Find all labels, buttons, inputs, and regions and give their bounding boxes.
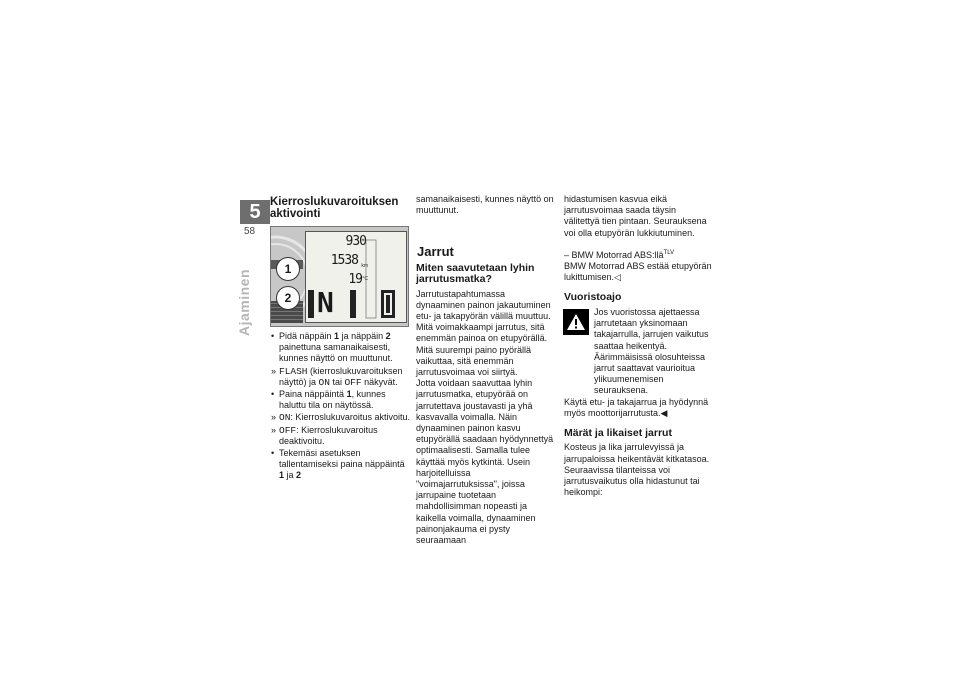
body-paragraph: Kosteus ja lika jarrulevyissä ja jarrupaloissa heikentävät kitkatasoa. Seuraavissa tilanteissa voi jarrutusvaikutus olla hidastunut tai heikompi: <box>564 442 710 498</box>
section-heading-rev-warning: Kierroslukuvaroituksen aktivointi <box>270 196 399 220</box>
callout-button-2: 2 <box>276 286 300 310</box>
column-2 <box>415 194 555 546</box>
abs-text: BMW Motorrad ABS estää etupyörän lukittumisen.◁ <box>564 261 712 283</box>
lcd-readout-temp: 19 <box>348 272 362 287</box>
warning-text: Jos vuoristossa ajettaessa jarrutetaan yksinomaan takajarrulla, jarrujen vaikutus saattaa heikentyä. Äärimmäisissä olosuhteissa jarrut saattavat vaurioitua ylikuumenemisen seurauksena. <box>594 306 709 396</box>
warning-triangle-icon <box>563 309 589 335</box>
lcd-readout-odometer: 1538 <box>330 253 358 268</box>
instrument-cluster-figure <box>270 226 409 327</box>
instruction-list <box>270 331 410 482</box>
chapter-side-label: Ajaminen <box>236 268 252 336</box>
lcd-temp-unit: °C <box>362 276 368 282</box>
instruction-result: » FLASH (kierroslukuvaroituksen näyttö) ja ON tai OFF näkyvät. <box>270 366 410 388</box>
body-paragraph: Käytä etu- ja takajarrua ja hyödynnä myös moottorijarrutusta.◀ <box>564 396 709 418</box>
lcd-display <box>305 231 407 323</box>
subsection-heading-wet-brakes: Märät ja likaiset jarrut <box>564 426 672 439</box>
subsection-heading-braking-distance: Miten saavutetaan lyhin jarrutusmatka? <box>416 261 535 286</box>
lcd-odometer-unit: km <box>361 263 368 269</box>
lcd-gear-indicator: N <box>317 286 334 319</box>
instruction-step: • Paina näppäintä 1, kunnes haluttu tila on näytössä. <box>270 389 410 411</box>
instruction-result: » OFF: Kierroslukuvaroitus deaktivoitu. <box>270 425 410 447</box>
column-1 <box>270 194 410 483</box>
section-heading-brakes: Jarrut <box>417 244 454 260</box>
continued-text: hidastumisen kasvua eikä jarrutusvoimaa saada täysin välitettyä tien pintaan. Seurauksena voi olla etupyörän lukkiutuminen. <box>564 194 707 238</box>
chapter-number: 5 <box>240 200 270 224</box>
lcd-bar-segments <box>306 232 406 322</box>
continued-text: samanaikaisesti, kunnes näyttö on muuttunut. <box>416 194 554 216</box>
warning-block <box>563 307 713 397</box>
instruction-result: » ON: Kierroslukuvaroitus aktivoitu. <box>270 412 410 423</box>
abs-note: – BMW Motorrad ABS:llä$^{TLV}$ <box>564 249 675 260</box>
callout-button-1: 1 <box>276 257 300 281</box>
column-3 <box>563 194 713 498</box>
body-paragraph: Jarrutustapahtumassa dynaaminen painon jakautuminen etu- ja takapyörän välillä muuttuu. Mitä voimakkaampi jarrutus, sitä enemmän painoa on etupyörällä. Mitä suurempi paino pyörällä vaikuttaa, sitä enemmän jarrutusvoimaa voi siirtyä. <box>416 288 551 378</box>
instruction-step: • Pidä näppäin 1 ja näppäin 2 painettuna samanaikaisesti, kunnes näyttö on muuttunut. <box>270 331 410 365</box>
lcd-readout-top: 930 <box>345 234 366 249</box>
body-paragraph: Jotta voidaan saavuttaa lyhin jarrutusmatka, etupyörää on jarrutettava joustavasti ja yhä kasvavalla voimalla. Näin dynaaminen painon kasvu etupyörällä saadaan hyödynnettyä optimaalisesti. Samalla tulee käyttää myös kytkintä. Usein harjoitelluissa "voimajarrutuksissa", joissa jarrupaine tuotetaan mahdollisimman nopeasti ja kaikella voimalla, dynaaminen painonjakauma ei pysty seuraamaan <box>416 378 554 546</box>
subsection-heading-mountain-riding: Vuoristoajo <box>564 291 622 304</box>
page-number: 58 <box>244 226 256 237</box>
instruction-step: • Tekemäsi asetuksen tallentamiseksi paina näppäintä 1 ja 2 <box>270 448 410 482</box>
